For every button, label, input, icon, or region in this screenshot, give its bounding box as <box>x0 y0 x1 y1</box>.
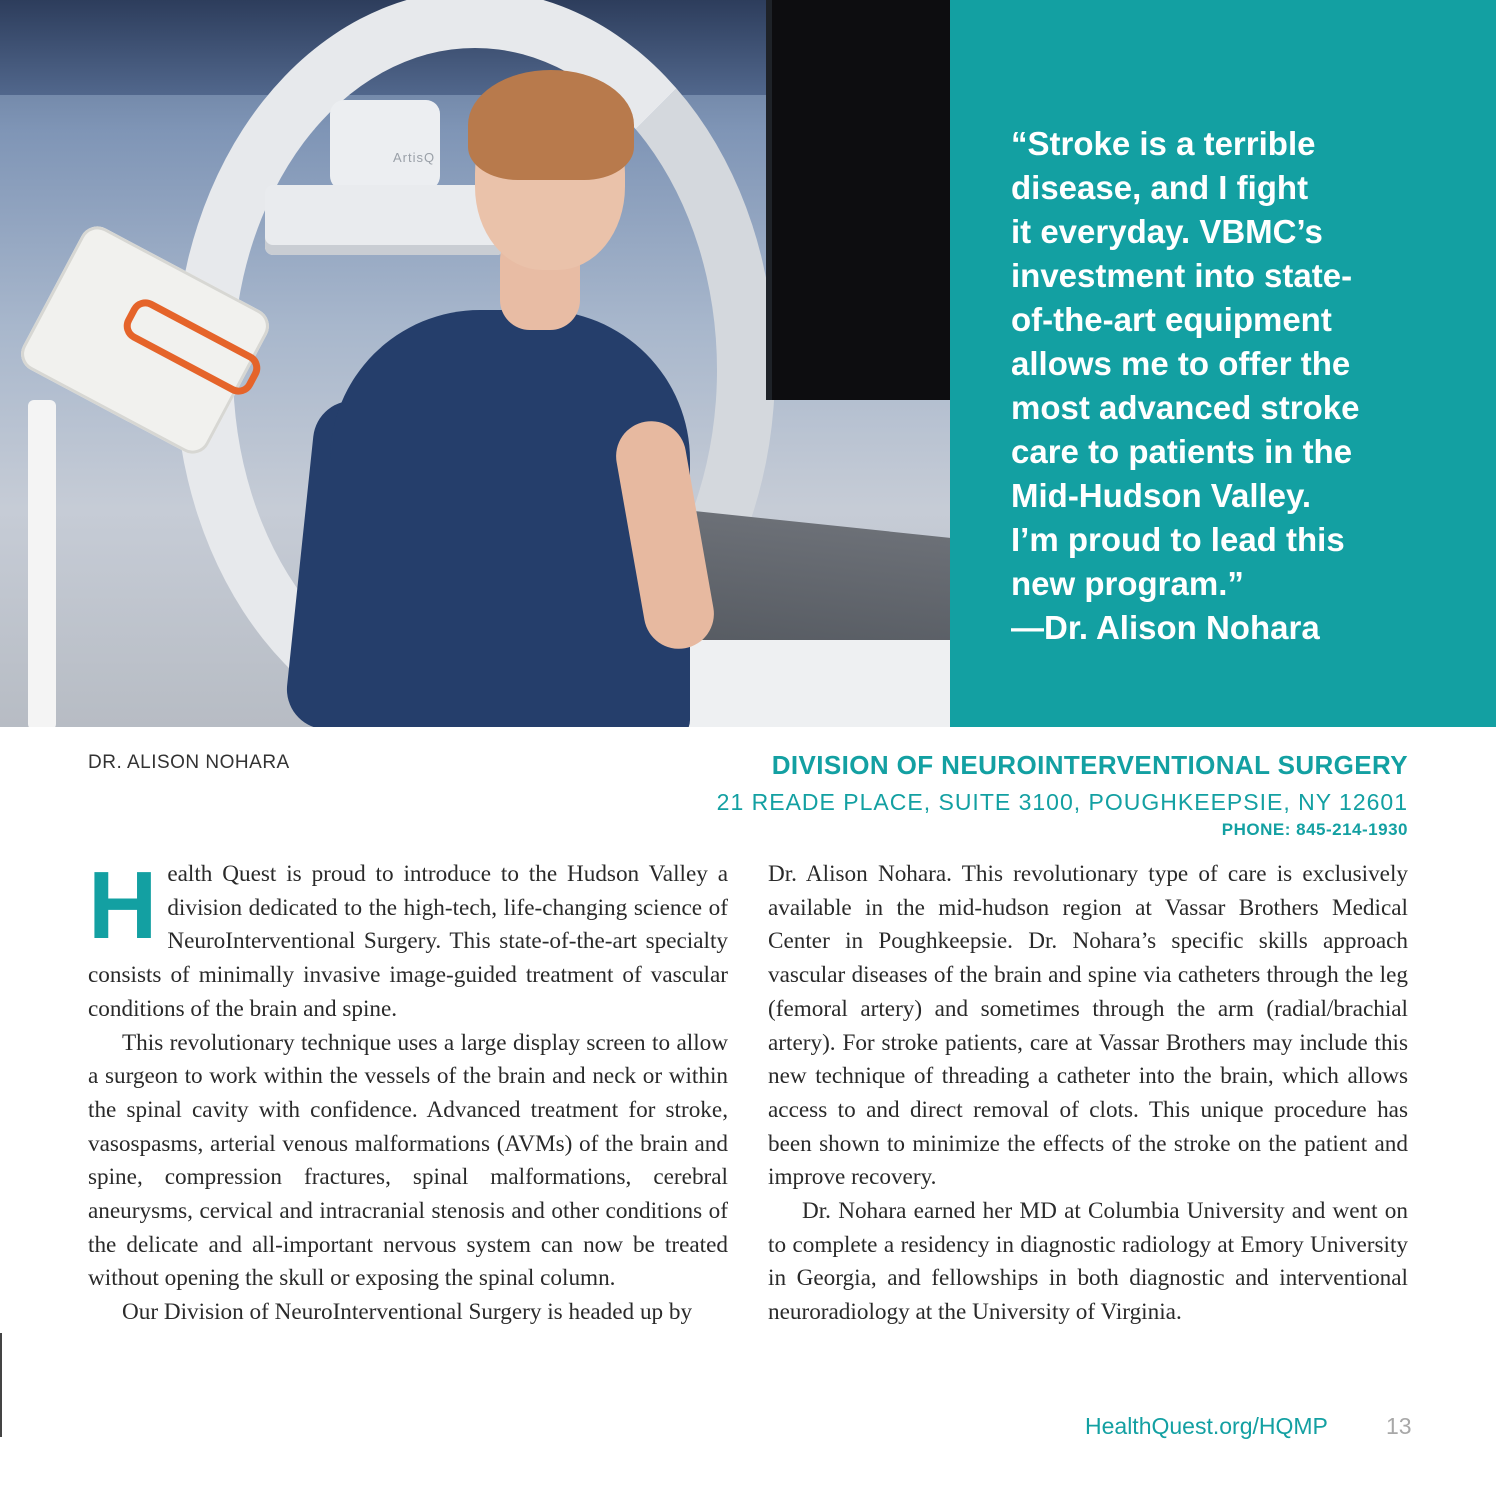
article-paragraph: Dr. Nohara earned her MD at Columbia University and went on to complete a residency in diagnostic radiology at Emory University in Georgia, and fellowships in both diagnostic and interventional neuroradiology at the University of Virginia. <box>768 1198 1408 1326</box>
article-paragraph <box>88 852 728 1027</box>
division-phone: PHONE: 845-214-1930 <box>1221 820 1408 839</box>
division-title: DIVISION OF NEUROINTERVENTIONAL SURGERY <box>771 750 1408 780</box>
display-monitor <box>766 0 950 400</box>
page-number: 13 <box>1386 1413 1412 1439</box>
doctor-hair <box>468 70 634 180</box>
doctor-photo <box>0 0 950 727</box>
paragraph-text: ealth Quest is proud to introduce to the Hudson Valley a division dedicated to the high-tech, life-changing science of NeuroInterventional Surgery. This state-of-the-art specialty consists of minimally invasive image-guided treatment of vascular conditions of the brain and spine. <box>88 861 728 1022</box>
article-column-left <box>88 852 728 1330</box>
pull-quote: “Stroke is a terrible disease, and I fight it everyday. VBMC’s investment into state- of-the-art equipment allows me to offer the most advanced stroke care to patients in the Mid-Hudson Valley. I’m proud to lead this new program.” —Dr. Alison Nohara <box>1011 125 1360 646</box>
flat-detector <box>265 185 505 255</box>
article-paragraph: Our Division of NeuroInterventional Surgery is headed up by <box>122 1299 693 1326</box>
drop-cap: H <box>88 852 158 959</box>
equipment-brand-label: ArtisQ <box>393 150 436 165</box>
x-ray-tube <box>330 100 440 190</box>
article-column-right <box>768 858 1408 1330</box>
photo-caption: DR. ALISON NOHARA <box>88 752 290 773</box>
page-edge-line <box>0 1333 2 1437</box>
article-paragraph: Dr. Alison Nohara. This revolutionary type of care is exclusively available in the mid-hudson region at Vassar Brothers Medical Center in Poughkeepsie. Dr. Nohara’s specific skills approach vascular diseases of the brain and spine via catheters through the leg (femoral artery) and sometimes through the arm (radial/brachial artery). For stroke patients, care at Vassar Brothers may include this new technique of threading a catheter into the brain, which allows access to and direct removal of clots. This unique procedure has been shown to minimize the effects of the stroke on the patient and improve recovery. <box>768 861 1408 1191</box>
article-paragraph: This revolutionary technique uses a large display screen to allow a surgeon to work within the vessels of the brain and neck or within the spinal cavity with confidence. Advanced treatment for stroke, vasospasms, arterial venous malformations (AVMs) of the brain and spine, compression fractures, spinal malformations, cerebral aneurysms, cervical and intracranial stenosis and other conditions of the delicate and all-important nervous system can now be treated without opening the skull or exposing the spinal column. <box>88 1029 728 1292</box>
injector-pole <box>28 400 56 727</box>
footer-link[interactable]: HealthQuest.org/HQMP <box>1085 1413 1328 1439</box>
division-address: 21 READE PLACE, SUITE 3100, POUGHKEEPSIE, NY 12601 <box>716 789 1408 815</box>
